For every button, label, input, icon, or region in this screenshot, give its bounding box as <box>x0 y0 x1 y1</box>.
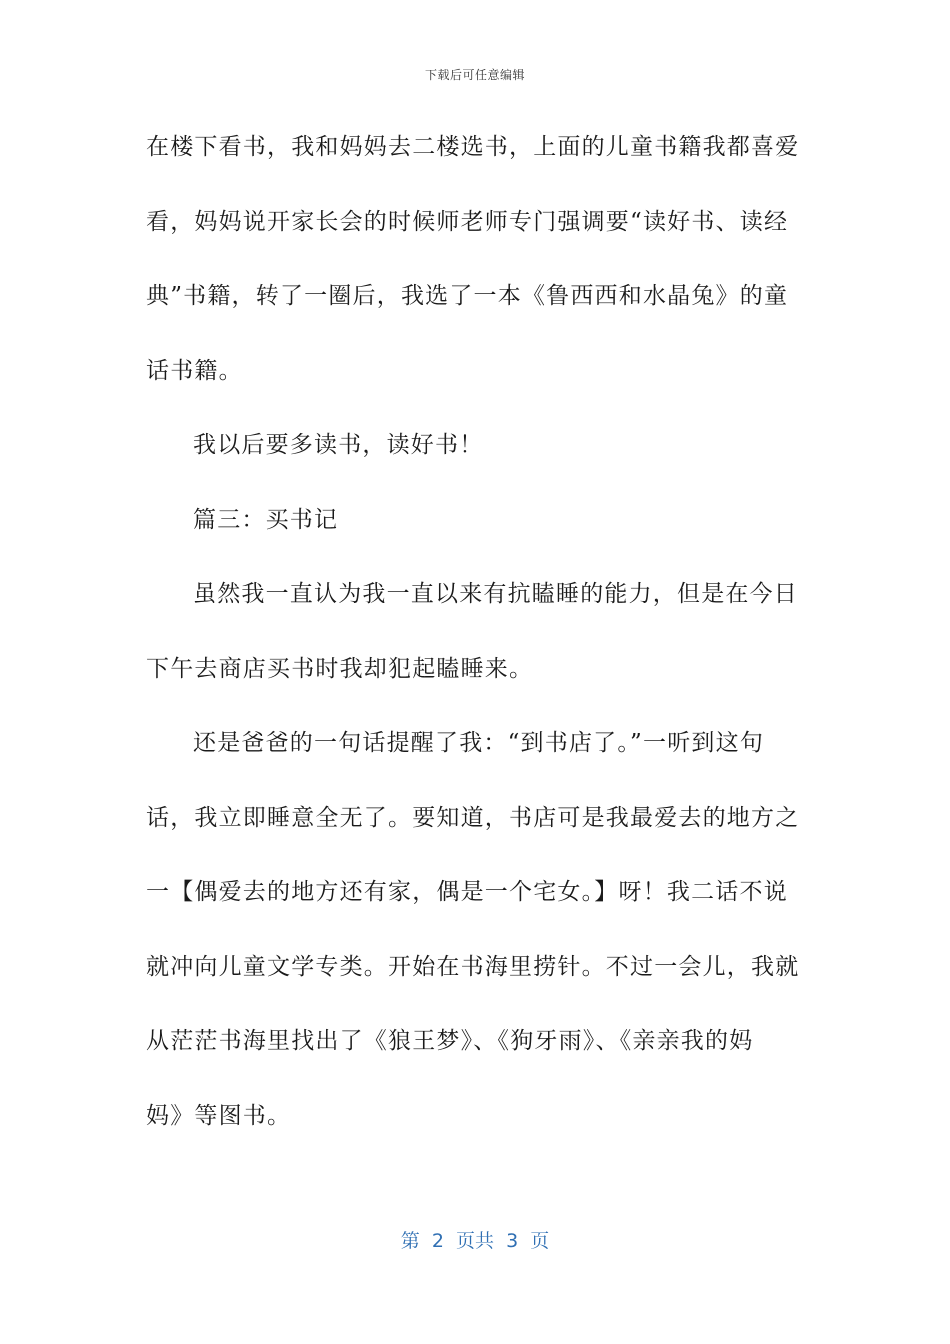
document-body <box>146 124 806 1167</box>
page-number: 第 2 页共 3 页 <box>400 1230 550 1252</box>
section-title: 篇三：买书记 <box>193 506 339 533</box>
body-line: 看，妈妈说开家长会的时候师老师专门强调要“读好书、读经 <box>146 208 789 235</box>
body-line: 下午去商店买书时我却犯起瞌睡来。 <box>146 655 534 682</box>
body-line: 一【偶爱去的地方还有家，偶是一个宅女。】呀！我二话不说 <box>146 879 788 905</box>
body-line: 话，我立即睡意全无了。要知道，书店可是我最爱去的地方之 <box>146 804 800 831</box>
body-line: 我以后要多读书，读好书！ <box>193 432 484 458</box>
body-line: 从茫茫书海里找出了《狼王梦》、《狗牙雨》、《亲亲我的妈 <box>146 1028 754 1054</box>
body-line: 就冲向儿童文学专类。开始在书海里捞针。不过一会儿，我就 <box>146 953 800 980</box>
body-line: 还是爸爸的一句话提醒了我：“到书店了。”一听到这句 <box>193 730 765 756</box>
body-line: 典”书籍，转了一圈后，我选了一本《鲁西西和水晶兔》的童 <box>146 283 789 309</box>
body-line: 在楼下看书，我和妈妈去二楼选书，上面的儿童书籍我都喜爱 <box>146 134 800 160</box>
body-line: 妈》等图书。 <box>146 1102 292 1129</box>
page-header: 下载后可任意编辑 <box>424 68 525 82</box>
body-line: 话书籍。 <box>146 357 243 384</box>
body-line: 虽然我一直认为我一直以来有抗瞌睡的能力，但是在今日 <box>193 581 798 607</box>
